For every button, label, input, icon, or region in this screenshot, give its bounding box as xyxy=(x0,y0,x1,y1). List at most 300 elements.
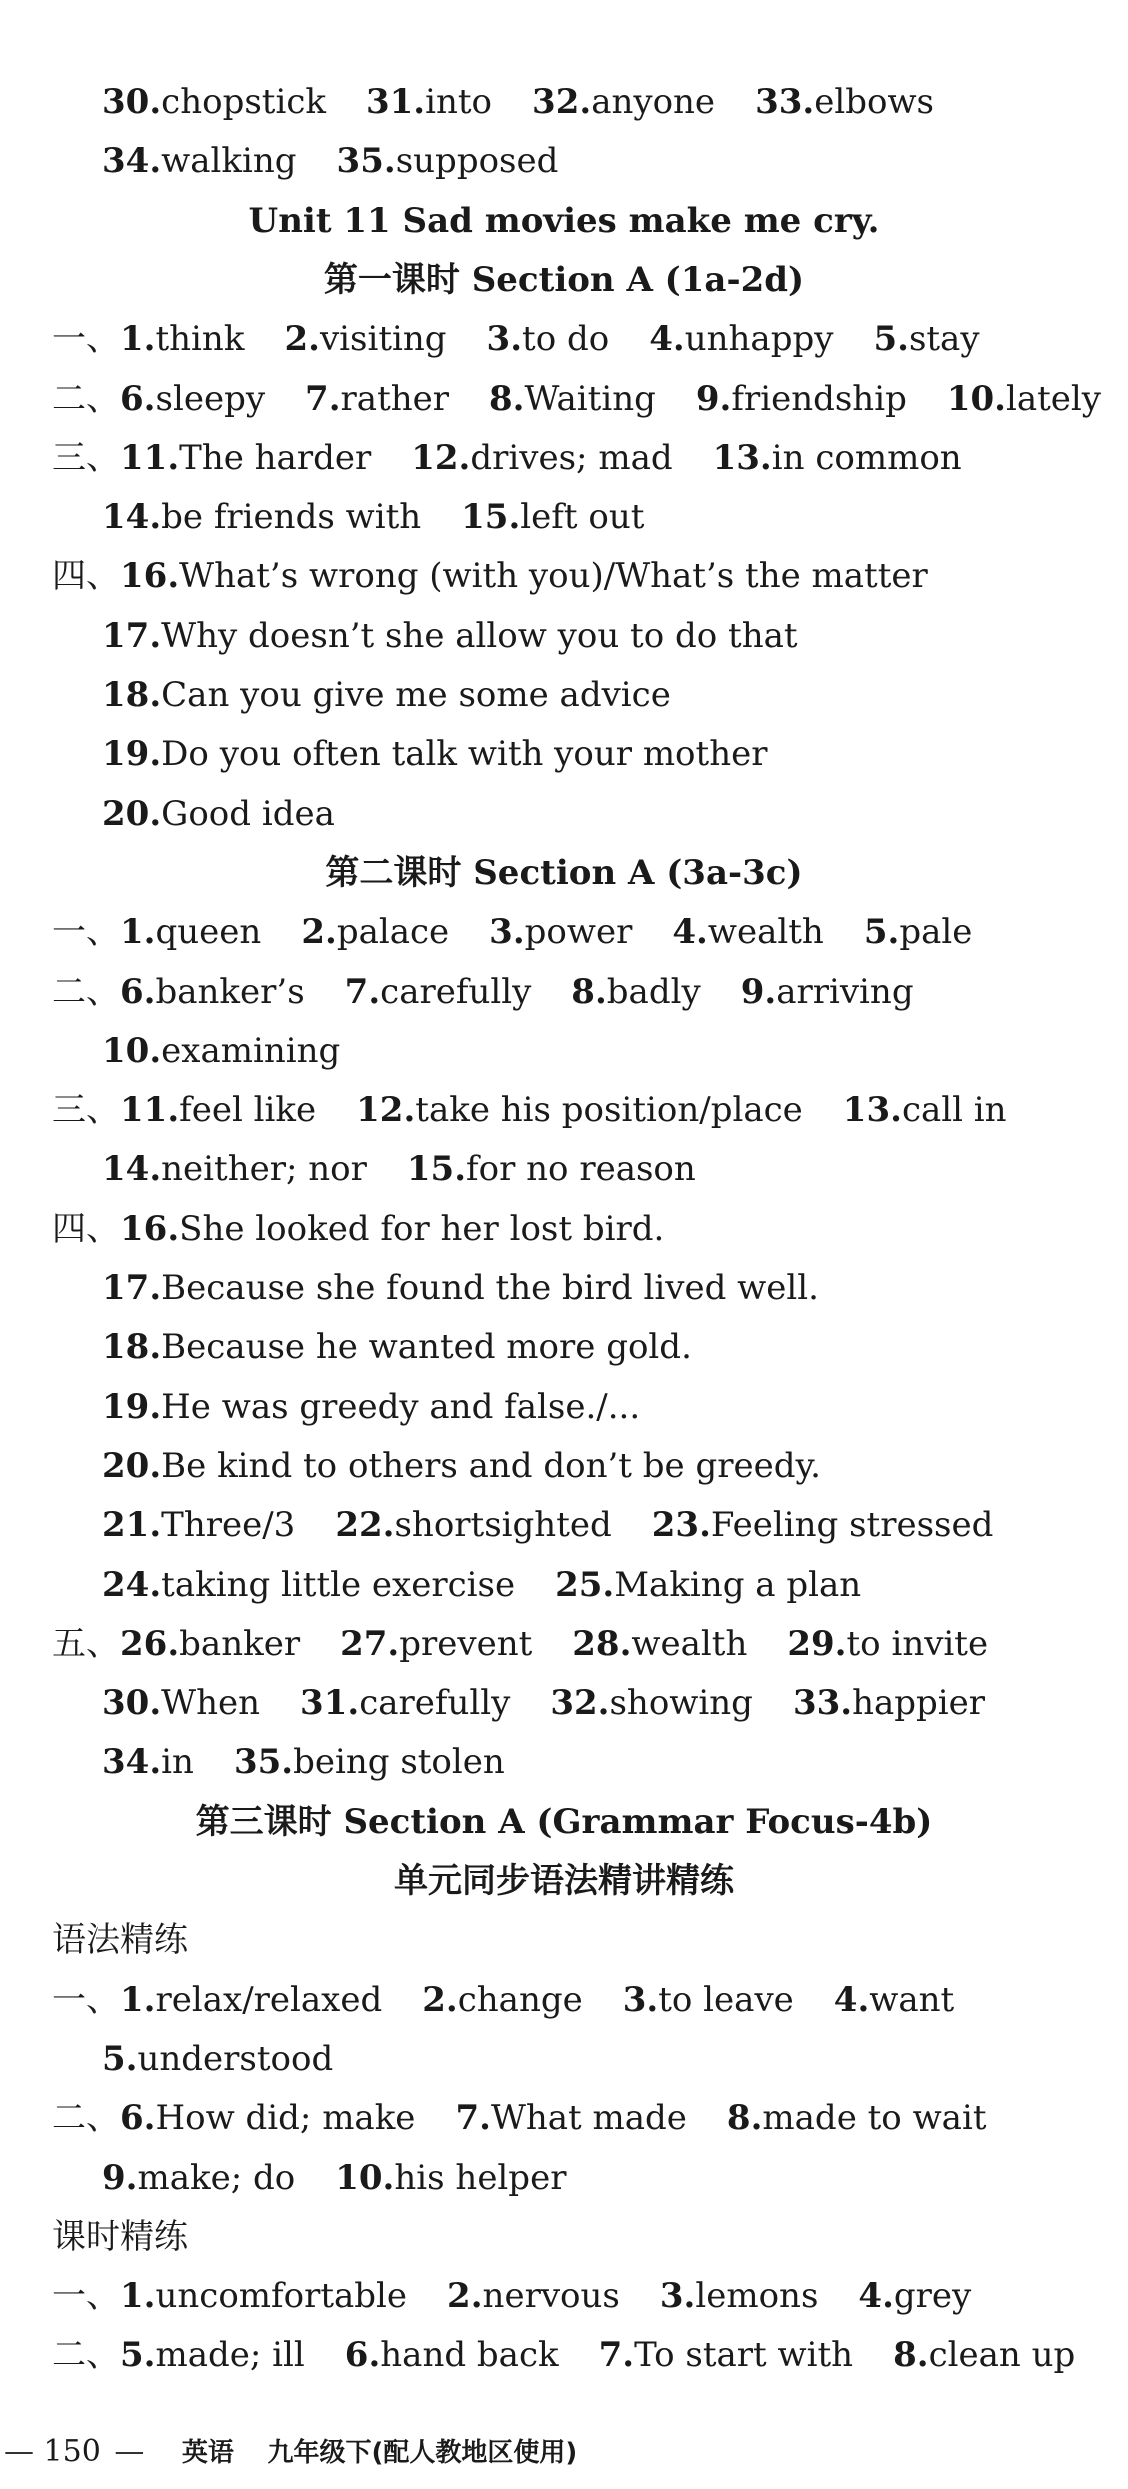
answer-text: made; ill xyxy=(155,2335,305,2375)
question-number: 7. xyxy=(305,379,341,419)
part-label: 四、 xyxy=(52,1209,120,1249)
answer-text: think xyxy=(155,319,245,359)
answer-item xyxy=(834,1972,954,2028)
answer-item xyxy=(623,1972,794,2028)
answer-item xyxy=(234,1734,505,1790)
answer-item xyxy=(455,2090,686,2146)
question-number: 20. xyxy=(102,1446,162,1486)
answer-text: to do xyxy=(522,319,610,359)
answer-text: What’s wrong (with you)/What’s the matter xyxy=(179,556,928,596)
answer-text: friendship xyxy=(731,379,907,419)
footer-subject: 英语 xyxy=(181,2438,234,2468)
question-number: 30. xyxy=(102,82,162,122)
answer-text: call in xyxy=(901,1090,1007,1130)
answer-item xyxy=(793,1675,985,1731)
question-number: 32. xyxy=(532,82,592,122)
answer-text: Why doesn’t she allow you to do that xyxy=(161,616,798,656)
answer-line xyxy=(0,786,1128,842)
answer-text: Can you give me some advice xyxy=(161,675,671,715)
answer-text: relax/relaxed xyxy=(155,1980,383,2020)
answer-line xyxy=(0,1675,1128,1731)
answer-item xyxy=(858,2268,971,2324)
heading-text: 第一课时 Section A (1a-2d) xyxy=(323,260,805,300)
question-number: 8. xyxy=(893,2335,929,2375)
answer-item xyxy=(571,964,700,1020)
question-number: 26. xyxy=(120,1624,180,1664)
answer-text: power xyxy=(524,912,633,952)
subsection-heading xyxy=(0,1912,1128,1968)
question-number: 12. xyxy=(411,438,471,478)
question-number: 18. xyxy=(102,1327,162,1367)
answer-text: being stolen xyxy=(293,1742,505,1782)
question-number: 11. xyxy=(120,1090,180,1130)
answer-text: Three/3 xyxy=(161,1505,296,1545)
question-number: 4. xyxy=(858,2276,894,2316)
answer-item xyxy=(120,2327,305,2383)
answer-text: arriving xyxy=(776,972,914,1012)
answer-item xyxy=(102,1675,260,1731)
answer-line xyxy=(0,548,1128,604)
answer-text: How did; make xyxy=(155,2098,416,2138)
question-number: 18. xyxy=(102,675,162,715)
section-heading xyxy=(0,1853,1128,1909)
answer-line xyxy=(0,1972,1128,2028)
answer-text: his helper xyxy=(394,2158,567,2198)
answer-item xyxy=(696,371,907,427)
question-number: 9. xyxy=(102,2158,138,2198)
answer-line xyxy=(0,74,1128,130)
question-number: 17. xyxy=(102,616,162,656)
answer-text: lately xyxy=(1006,379,1102,419)
answer-item xyxy=(755,74,934,130)
question-number: 19. xyxy=(102,734,162,774)
answer-item xyxy=(727,2090,987,2146)
question-number: 3. xyxy=(486,319,523,359)
answer-text: visiting xyxy=(319,319,447,359)
answer-item xyxy=(120,2268,407,2324)
answer-line xyxy=(0,1023,1128,1079)
answer-text: drives; mad xyxy=(470,438,673,478)
question-number: 1. xyxy=(120,912,156,952)
answer-text: Be kind to others and don’t be greedy. xyxy=(161,1446,821,1486)
answer-text: wealth xyxy=(631,1624,748,1664)
part-label: 一、 xyxy=(52,2276,120,2316)
answer-item xyxy=(340,1616,532,1672)
answer-item xyxy=(102,489,421,545)
answer-text: Do you often talk with your mother xyxy=(161,734,768,774)
question-number: 25. xyxy=(555,1565,615,1605)
heading-text: 第二课时 Section A (3a-3c) xyxy=(325,853,803,893)
answer-item xyxy=(672,904,823,960)
answer-line xyxy=(0,1082,1128,1138)
question-number: 4. xyxy=(833,1980,870,2020)
answer-line xyxy=(0,964,1128,1020)
answer-text: left out xyxy=(520,497,645,537)
answer-line xyxy=(0,1557,1128,1613)
question-number: 27. xyxy=(340,1624,400,1664)
section-heading xyxy=(0,845,1128,901)
answer-item xyxy=(300,1675,510,1731)
answer-line xyxy=(0,667,1128,723)
part-label: 二、 xyxy=(52,2335,120,2375)
answer-line xyxy=(0,1734,1128,1790)
answer-text: badly xyxy=(606,972,701,1012)
question-number: 3. xyxy=(622,1980,659,2020)
answer-text: prevent xyxy=(399,1624,533,1664)
answer-item xyxy=(120,311,244,367)
answer-line xyxy=(0,133,1128,189)
answer-text: grey xyxy=(893,2276,972,2316)
answer-text: He was greedy and false./... xyxy=(161,1387,641,1427)
answer-item xyxy=(102,1557,515,1613)
question-number: 8. xyxy=(489,379,525,419)
answer-item xyxy=(345,2327,559,2383)
answer-text: What made xyxy=(490,2098,687,2138)
answer-line xyxy=(0,371,1128,427)
answer-item xyxy=(864,904,973,960)
answer-text: When xyxy=(161,1683,261,1723)
answer-item xyxy=(461,489,644,545)
answer-item xyxy=(120,1082,316,1138)
question-number: 12. xyxy=(356,1090,416,1130)
answer-item xyxy=(335,2150,566,2206)
answer-text: nervous xyxy=(482,2276,620,2316)
answer-item xyxy=(555,1557,861,1613)
question-number: 16. xyxy=(120,1209,180,1249)
answer-item xyxy=(102,786,335,842)
answer-line xyxy=(0,726,1128,782)
answer-text: into xyxy=(425,82,493,122)
answer-text: be friends with xyxy=(161,497,422,537)
question-number: 3. xyxy=(489,912,525,952)
answer-text: to invite xyxy=(846,1624,989,1664)
answer-text: neither; nor xyxy=(161,1149,367,1189)
answer-line xyxy=(0,2150,1128,2206)
question-number: 15. xyxy=(461,497,521,537)
answer-text: showing xyxy=(609,1683,753,1723)
question-number: 10. xyxy=(102,1031,162,1071)
answer-text: carefully xyxy=(380,972,532,1012)
answer-text: for no reason xyxy=(466,1149,696,1189)
answer-text: sleepy xyxy=(155,379,266,419)
part-label: 三、 xyxy=(52,1090,120,1130)
answer-line xyxy=(0,311,1128,367)
answer-text: to leave xyxy=(658,1980,794,2020)
answer-text: banker’s xyxy=(155,972,305,1012)
answer-text: examining xyxy=(161,1031,341,1071)
answer-text: wealth xyxy=(707,912,824,952)
heading-text: Unit 11 Sad movies make me cry. xyxy=(248,201,880,241)
question-number: 9. xyxy=(740,972,777,1012)
answer-item xyxy=(102,133,297,189)
answer-item xyxy=(120,430,371,486)
question-number: 6. xyxy=(120,379,156,419)
question-number: 1. xyxy=(120,319,156,359)
answer-item xyxy=(120,1201,664,1257)
answer-item xyxy=(102,2150,295,2206)
heading-text: 单元同步语法精讲精练 xyxy=(394,1861,734,1901)
answer-text: in xyxy=(161,1742,194,1782)
question-number: 6. xyxy=(120,2098,156,2138)
question-number: 2. xyxy=(422,1980,458,2020)
question-number: 10. xyxy=(335,2158,395,2198)
question-number: 7. xyxy=(455,2098,491,2138)
question-number: 34. xyxy=(102,1742,162,1782)
answer-text: elbows xyxy=(814,82,934,122)
question-number: 2. xyxy=(284,319,320,359)
answer-item xyxy=(102,726,767,782)
part-label: 二、 xyxy=(52,2098,120,2138)
answer-item xyxy=(345,964,532,1020)
question-number: 1. xyxy=(120,2276,156,2316)
question-number: 32. xyxy=(550,1683,610,1723)
answer-line xyxy=(0,1260,1128,1316)
question-number: 1. xyxy=(120,1980,156,2020)
heading-text: 语法精练 xyxy=(52,1920,188,1960)
answer-item xyxy=(120,904,261,960)
question-number: 28. xyxy=(572,1624,632,1664)
question-number: 16. xyxy=(120,556,180,596)
question-number: 2. xyxy=(301,912,337,952)
part-label: 一、 xyxy=(52,1980,120,2020)
answer-text: Making a plan xyxy=(614,1565,862,1605)
answer-item xyxy=(120,2090,415,2146)
section-heading xyxy=(0,252,1128,308)
answer-item xyxy=(120,1616,300,1672)
footer-dash-left: — xyxy=(4,2434,44,2469)
answer-item xyxy=(550,1675,753,1731)
question-number: 6. xyxy=(120,972,156,1012)
answer-text: chopstick xyxy=(161,82,326,122)
part-label: 二、 xyxy=(52,972,120,1012)
answer-item xyxy=(102,667,671,723)
part-label: 一、 xyxy=(52,319,120,359)
question-number: 5. xyxy=(120,2335,156,2375)
answer-item xyxy=(947,371,1101,427)
answer-line xyxy=(0,489,1128,545)
answer-text: taking little exercise xyxy=(161,1565,516,1605)
answer-text: uncomfortable xyxy=(155,2276,408,2316)
answer-text: queen xyxy=(155,912,262,952)
page-footer xyxy=(0,2424,1128,2480)
question-number: 33. xyxy=(755,82,815,122)
answer-item xyxy=(102,1023,340,1079)
question-number: 21. xyxy=(102,1505,162,1545)
question-number: 15. xyxy=(406,1149,467,1189)
answer-item xyxy=(120,1972,382,2028)
question-number: 22. xyxy=(335,1505,395,1545)
answer-text: unhappy xyxy=(684,319,834,359)
question-number: 29. xyxy=(787,1624,847,1664)
answer-text: made to wait xyxy=(762,2098,987,2138)
answer-text: anyone xyxy=(591,82,716,122)
part-label: 三、 xyxy=(52,438,120,478)
part-label: 五、 xyxy=(52,1624,120,1664)
section-heading xyxy=(0,193,1128,249)
answer-item xyxy=(741,964,914,1020)
answer-item xyxy=(843,1082,1007,1138)
question-number: 5. xyxy=(873,319,909,359)
answer-item xyxy=(102,1319,692,1375)
question-number: 24. xyxy=(102,1565,162,1605)
question-number: 19. xyxy=(102,1387,162,1427)
answer-item xyxy=(713,430,962,486)
footer-grade: 九年级下(配人教地区使用) xyxy=(267,2438,578,2468)
answer-line xyxy=(0,1497,1128,1553)
answer-text: To start with xyxy=(634,2335,854,2375)
answer-item xyxy=(599,2327,853,2383)
answer-text: make; do xyxy=(137,2158,296,2198)
answer-text: Because he wanted more gold. xyxy=(161,1327,692,1367)
answer-item xyxy=(120,371,265,427)
question-number: 34. xyxy=(102,141,162,181)
answer-line xyxy=(0,1379,1128,1435)
question-number: 35. xyxy=(336,141,396,181)
question-number: 11. xyxy=(120,438,180,478)
answer-line xyxy=(0,1616,1128,1672)
question-number: 9. xyxy=(695,379,732,419)
part-label: 四、 xyxy=(52,556,120,596)
heading-text: 课时精练 xyxy=(52,2217,188,2257)
answer-line xyxy=(0,430,1128,486)
page-number: 150 xyxy=(43,2434,101,2469)
question-number: 30. xyxy=(102,1683,162,1723)
question-number: 5. xyxy=(102,2039,138,2079)
question-number: 14. xyxy=(102,1149,162,1189)
answer-text: Waiting xyxy=(524,379,656,419)
answer-item xyxy=(489,371,656,427)
answer-item xyxy=(102,1379,640,1435)
answer-text: Good idea xyxy=(161,794,335,834)
answer-item xyxy=(305,371,449,427)
question-number: 31. xyxy=(365,82,426,122)
answer-text: in common xyxy=(771,438,962,478)
question-number: 13. xyxy=(842,1090,902,1130)
answer-item xyxy=(102,1141,367,1197)
question-number: 10. xyxy=(946,379,1006,419)
answer-item xyxy=(652,1497,994,1553)
question-number: 6. xyxy=(344,2335,381,2375)
answer-item xyxy=(489,904,632,960)
answer-text: walking xyxy=(161,141,297,181)
answer-text: want xyxy=(869,1980,955,2020)
question-number: 35. xyxy=(233,1742,294,1782)
answer-item xyxy=(337,133,559,189)
answer-text: rather xyxy=(340,379,450,419)
answer-item xyxy=(102,608,798,664)
answer-text: Because she found the bird lived well. xyxy=(161,1268,819,1308)
answer-item xyxy=(487,311,610,367)
answer-item xyxy=(532,74,715,130)
answer-line xyxy=(0,608,1128,664)
answer-line xyxy=(0,1319,1128,1375)
answer-item xyxy=(102,1260,819,1316)
answer-item xyxy=(356,1082,803,1138)
answer-line xyxy=(0,2090,1128,2146)
answer-item xyxy=(335,1497,611,1553)
answer-line xyxy=(0,2268,1128,2324)
answer-item xyxy=(572,1616,747,1672)
answer-line xyxy=(0,904,1128,960)
answer-text: shortsighted xyxy=(394,1505,612,1545)
question-number: 13. xyxy=(712,438,772,478)
question-number: 4. xyxy=(672,912,708,952)
answer-item xyxy=(422,1972,583,2028)
answer-line xyxy=(0,1141,1128,1197)
answer-item xyxy=(120,548,928,604)
question-number: 2. xyxy=(447,2276,483,2316)
question-number: 7. xyxy=(598,2335,635,2375)
section-heading xyxy=(0,1794,1128,1850)
part-label: 一、 xyxy=(52,912,120,952)
answer-text: She looked for her lost bird. xyxy=(179,1209,665,1249)
answer-text: lemons xyxy=(695,2276,819,2316)
subsection-heading xyxy=(0,2209,1128,2265)
answer-text: feel like xyxy=(179,1090,317,1130)
answer-item xyxy=(120,964,305,1020)
answer-item xyxy=(447,2268,620,2324)
answer-text: carefully xyxy=(359,1683,511,1723)
answer-item xyxy=(284,311,446,367)
answer-item xyxy=(649,311,833,367)
answer-item xyxy=(787,1616,988,1672)
heading-text: 第三课时 Section A (Grammar Focus-4b) xyxy=(195,1802,933,1842)
answer-text: The harder xyxy=(179,438,372,478)
answer-text: change xyxy=(457,1980,583,2020)
answer-item xyxy=(102,1438,821,1494)
answer-text: clean up xyxy=(928,2335,1076,2375)
answer-text: banker xyxy=(179,1624,301,1664)
answer-text: pale xyxy=(899,912,973,952)
question-number: 7. xyxy=(344,972,381,1012)
answer-text: understood xyxy=(137,2039,334,2079)
answer-item xyxy=(660,2268,819,2324)
answer-text: hand back xyxy=(380,2335,559,2375)
answer-item xyxy=(893,2327,1075,2383)
answer-item xyxy=(301,904,449,960)
answer-item xyxy=(873,311,979,367)
question-number: 33. xyxy=(792,1683,853,1723)
question-number: 8. xyxy=(571,972,607,1012)
question-number: 23. xyxy=(651,1505,711,1545)
part-label: 二、 xyxy=(52,379,120,419)
answer-item xyxy=(102,1734,194,1790)
answer-item xyxy=(366,74,492,130)
answer-item xyxy=(102,74,326,130)
question-number: 17. xyxy=(102,1268,162,1308)
answer-line xyxy=(0,2031,1128,2087)
answer-item xyxy=(102,1497,295,1553)
answer-text: palace xyxy=(336,912,450,952)
answer-text: Feeling stressed xyxy=(710,1505,994,1545)
answer-text: take his position/place xyxy=(415,1090,803,1130)
answer-item xyxy=(411,430,672,486)
question-number: 31. xyxy=(300,1683,360,1723)
answer-line xyxy=(0,1438,1128,1494)
question-number: 3. xyxy=(659,2276,696,2316)
question-number: 5. xyxy=(863,912,900,952)
answer-text: supposed xyxy=(395,141,559,181)
answer-item xyxy=(102,2031,333,2087)
question-number: 4. xyxy=(649,319,685,359)
answer-line xyxy=(0,1201,1128,1257)
question-number: 14. xyxy=(102,497,162,537)
question-number: 8. xyxy=(726,2098,763,2138)
footer-dash-right: — xyxy=(104,2434,145,2469)
answer-line xyxy=(0,2327,1128,2383)
answer-text: stay xyxy=(908,319,980,359)
answer-text: happier xyxy=(852,1683,986,1723)
